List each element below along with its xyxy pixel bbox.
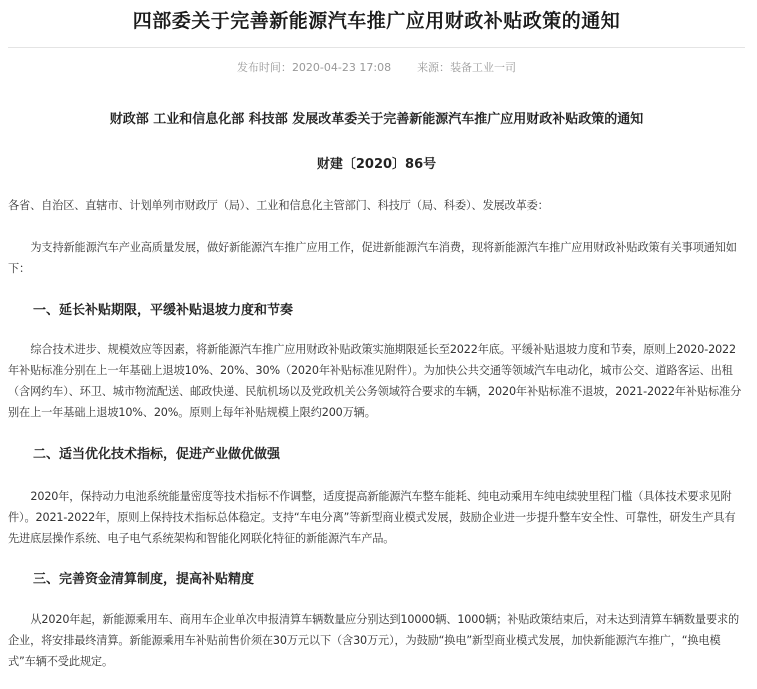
section-1-heading: 一、延长补贴期限，平缓补贴退坡力度和节奏 [33, 303, 294, 318]
section-3-body: 从2020年起，新能源乘用车、商用车企业单次申报清算车辆数量应分别达到10000辆、1000辆；补贴政策结束后，对未达到清算车辆数量要求的企业，将安排最终清算。新能源乘用车补贴前售价须在30万元以下（含30万元），为鼓励“换电”新型商业模式发展，加快新能源汽车推广，“换电模式”车辆不受此规定。 [8, 613, 740, 668]
intro-paragraph: 为支持新能源汽车产业高质量发展，做好新能源汽车推广应用工作，促进新能源汽车消费，现将新能源汽车推广应用财政补贴政策有关事项通知如下： [8, 241, 737, 275]
section-1-body: 综合技术进步、规模效应等因素，将新能源汽车推广应用财政补贴政策实施期限延长至2022年底。平缓补贴退坡力度和节奏，原则上2020-2022年补贴标准分别在上一年基础上退坡10%、20%、30%（2020年补贴标准见附件）。为加快公共交通等领域汽车电动化，城市公交、道路客运、出租（含网约车）、环卫、城市物流配送、邮政快递、民航机场以及党政机关公务领域符合要求的车辆，2020年补贴标准不退坡，2021-2022年补贴标准分别在上一年基础上退坡10%、20%。原则上每年补贴规模上限约200万辆。 [8, 343, 742, 419]
article-title: 四部委关于完善新能源汽车推广应用财政补贴政策的通知 [132, 10, 621, 32]
title-divider [8, 47, 745, 48]
source-label: 来源： [417, 61, 451, 74]
notice-heading: 财政部 工业和信息化部 科技部 发展改革委关于完善新能源汽车推广应用财政补贴政策的通知 [109, 112, 644, 127]
section-2-body: 2020年，保持动力电池系统能量密度等技术指标不作调整，适度提高新能源汽车整车能耗、纯电动乘用车纯电续驶里程门槛（具体技术要求见附件）。2021-2022年，原则上保持技术指标总体稳定。支持“车电分离”等新型商业模式发展，鼓励企业进一步提升整车安全性、可靠性，研发生产具有先进底层操作系统、电子电气系统架构和智能化网联化特征的新能源汽车产品。 [8, 490, 736, 545]
source-name: 装备工业一司 [450, 61, 517, 74]
section-2-heading: 二、适当优化技术指标，促进产业做优做强 [33, 447, 281, 462]
article-meta [8, 60, 745, 76]
publish-time: 2020-04-23 17:08 [291, 61, 392, 74]
publish-time-label: 发布时间： [236, 61, 292, 74]
document-number: 财建〔2020〕86号 [316, 157, 437, 172]
section-3-heading: 三、完善资金清算制度，提高补贴精度 [33, 572, 255, 587]
salutation: 各省、自治区、直辖市、计划单列市财政厅（局）、工业和信息化主管部门、科技厅（局、科委）、发展改革委： [8, 199, 549, 212]
